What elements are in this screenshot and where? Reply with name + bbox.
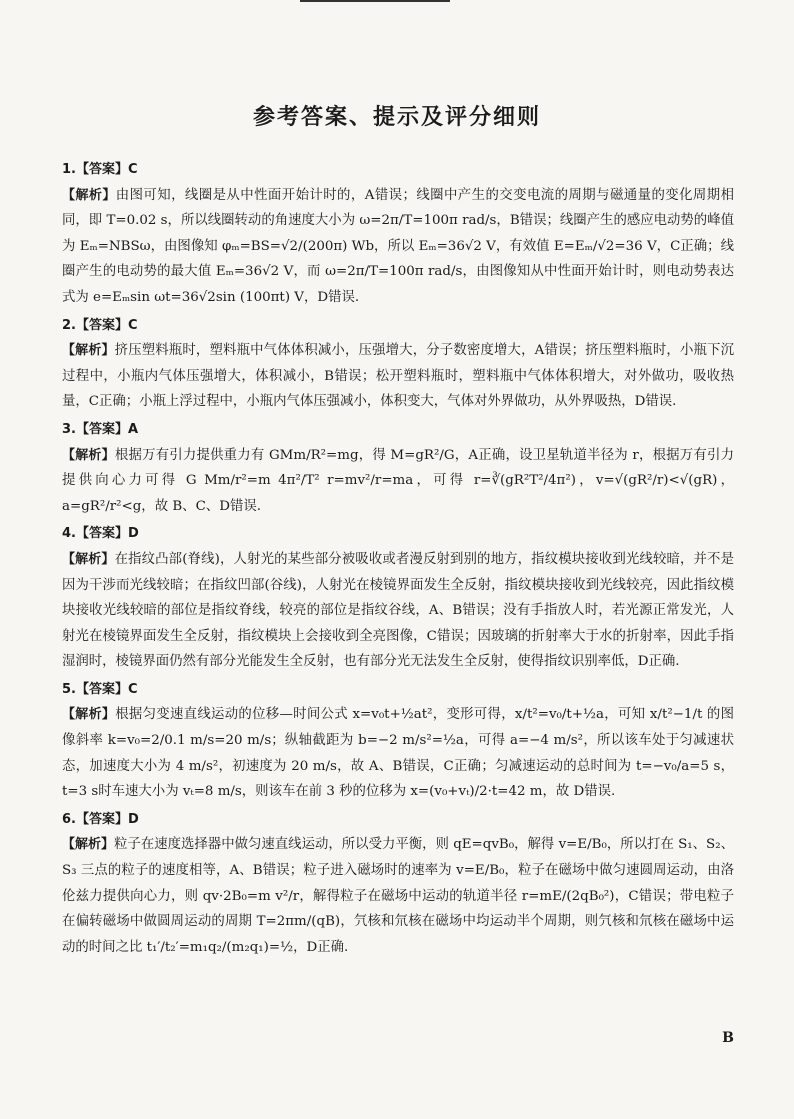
question-5 bbox=[62, 677, 734, 805]
question-1 bbox=[62, 157, 734, 311]
answer-head: 4.【答案】D bbox=[62, 526, 139, 542]
analysis-paragraph bbox=[62, 338, 734, 415]
answer-list bbox=[62, 157, 734, 962]
analysis-tag: 【解析】 bbox=[62, 551, 115, 567]
analysis-tag: 【解析】 bbox=[62, 343, 115, 359]
analysis-text: 根据匀变速直线运动的位移—时间公式 x=v₀t+½at²，变形可得，x/t²=v₀/t+½a，可知 x/t²−1/t 的图像斜率 k=v₀=2/0.1 m/s=20 m/s；纵轴截距为 b=−2 m/s²=½a，可得 a=−4 m/s²，所以该车处于匀减速状态，加速度大小为 4 m/s²，初速度为 20 m/s，故 A、B错误，C正确；匀减速运动的总时间为 t=−v₀/a=5 s，t=3 s时车速大小为 vₜ=8 m/s，则该车在前 3 秒的位移为 x=(v₀+vₜ)/2·t=42 m，故 D错误. bbox=[62, 707, 734, 800]
top-rule bbox=[300, 0, 450, 2]
analysis-text: 粒子在速度选择器中做匀速直线运动，所以受力平衡，则 qE=qvB₀，解得 v=E/B₀，所以打在 S₁、S₂、S₃ 三点的粒子的速度相等，A、B错误；粒子进入磁场时的速率为 v=E/B₀，粒子在磁场中做匀速圆周运动，由洛伦兹力提供向心力，则 qv·2B₀=m v²/r，解得粒子在磁场中运动的轨道半径 r=mE/(2qB₀²)，C错误；带电粒子在偏转磁场中做圆周运动的周期 T=2πm/(qB)，氕核和氘核在磁场中均运动半个周期，则氕核和氘核在磁场中运动的时间之比 t₁′/t₂′=m₁q₂/(m₂q₁)=½，D正确. bbox=[62, 837, 734, 955]
answer-head: 5.【答案】C bbox=[62, 681, 138, 697]
analysis-tag: 【解析】 bbox=[62, 187, 116, 203]
analysis-paragraph bbox=[62, 832, 734, 960]
answer-head: 6.【答案】D bbox=[62, 811, 139, 827]
answer-head: 1.【答案】C bbox=[62, 162, 138, 177]
question-2 bbox=[62, 313, 734, 415]
analysis-text: 根据万有引力提供重力有 GMm/R²=mg，得 M=gR²/G，A正确，设卫星轨道半径为 r，根据万有引力提供向心力可得 G Mm/r²=m 4π²/T² r=mv²/r=ma，可得 r=∛(gR²T²/4π²)，v=√(gR²/r)<√(gR)，a=gR²/r²<g，故 B、C、D错误. bbox=[62, 447, 734, 514]
analysis-paragraph bbox=[62, 443, 734, 520]
analysis-paragraph bbox=[62, 183, 734, 311]
analysis-tag: 【解析】 bbox=[62, 447, 115, 463]
analysis-tag: 【解析】 bbox=[62, 707, 116, 723]
analysis-text: 由图可知，线圈是从中性面开始计时的，A错误；线圈中产生的交变电流的周期与磁通量的变化周期相同，即 T=0.02 s，所以线圈转动的角速度大小为 ω=2π/T=100π rad/s，B错误；线圈产生的感应电动势的峰值为 Eₘ=NBSω，由图像知 φₘ=BS=√2/(200π) Wb，所以 Eₘ=36√2 V，有效值 E=Eₘ/√2=36 V，C正确；线圈产生的电动势的最大值 Eₘ=36√2 V，而 ω=2π/T=100π rad/s，由图像知从中性面开始计时，则电动势表达式为 e=Eₘsin ωt=36√2sin (100πt) V，D错误. bbox=[62, 187, 734, 305]
page-title: 参考答案、提示及评分细则 bbox=[252, 105, 541, 130]
question-4 bbox=[62, 521, 734, 675]
analysis-text: 在指纹凸部(脊线)，人射光的某些部分被吸收或者漫反射到别的地方，指纹模块接收到光线较暗，并不是因为干涉而光线较暗；在指纹凹部(谷线)，人射光在棱镜界面发生全反射，指纹模块接收到光线较亮，因此指纹模块接收光线较暗的部位是指纹脊线，较亮的部位是指纹谷线，A、B错误；没有手指放人时，若光源正常发光，人射光在棱镜界面发生全反射，指纹模块上会接收到全亮图像，C错误；因玻璃的折射率大于水的折射率，因此手指湿润时，棱镜界面仍然有部分光能发生全反射，也有部分光无法发生全反射，使得指纹识别率低，D正确. bbox=[62, 551, 734, 670]
analysis-text: 挤压塑料瓶时，塑料瓶中气体体积减小，压强增大，分子数密度增大，A错误；挤压塑料瓶时，小瓶下沉过程中，小瓶内气体压强增大，体积减小，B错误；松开塑料瓶时，塑料瓶中气体体积增大，对外做功，吸收热量，C正确；小瓶上浮过程中，小瓶内气体压强减小，体积变大，气体对外界做功，从外界吸热，D错误. bbox=[62, 343, 734, 410]
answer-head: 2.【答案】C bbox=[62, 317, 138, 333]
paper-version-letter: B bbox=[722, 1030, 734, 1046]
question-6 bbox=[62, 807, 734, 961]
answer-head: 3.【答案】A bbox=[62, 421, 139, 437]
question-3 bbox=[62, 417, 734, 519]
analysis-paragraph bbox=[62, 702, 734, 804]
analysis-paragraph bbox=[62, 547, 734, 675]
analysis-tag: 【解析】 bbox=[62, 837, 115, 853]
